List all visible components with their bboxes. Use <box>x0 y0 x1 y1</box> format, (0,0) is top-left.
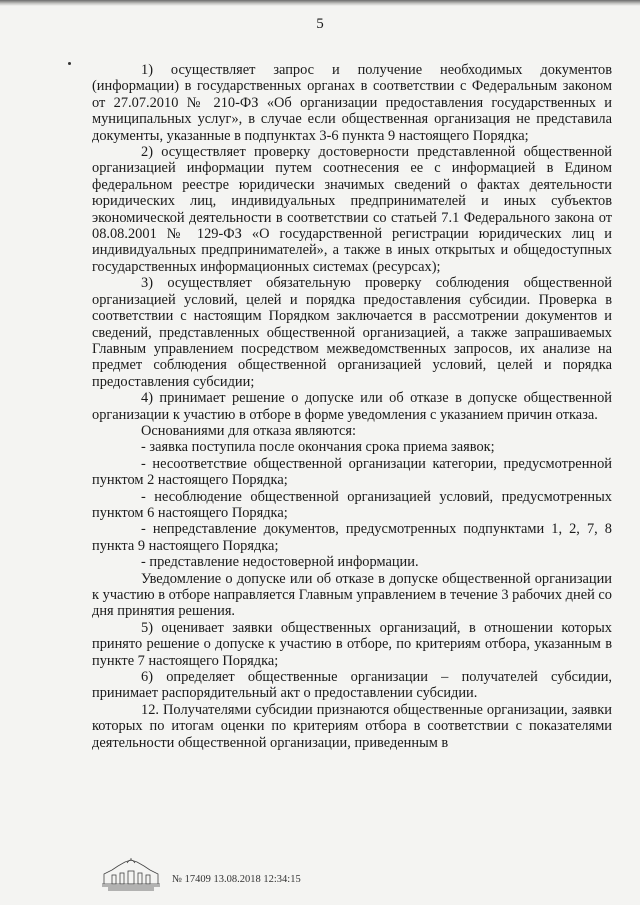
government-building-seal-icon <box>98 858 164 892</box>
paragraph-6: 6) определяет общественные организации – получателей субсидии, принимает распорядительный акт о предоставлении субсидии. <box>92 669 612 702</box>
paragraph-2: 2) осуществляет проверку достоверности представленной общественной организацией информации путем соотнесения ее с информацией в Едином федеральном реестре юридически значимых сведений о фактах деятельности юридических лиц, индивидуальных предпринимателей и иных субъектов экономической деятельности в соответствии со статьей 7.1 Федерального закона от 08.08.2001 № 129-ФЗ «О государственной регистрации юридических лиц и индивидуальных предпринимателей», а также в иных открытых и общедоступных государственных информационных системах (ресурсах); <box>92 144 612 275</box>
refusal-grounds-heading: Основаниями для отказа являются: <box>141 422 356 439</box>
paragraph-5: 5) оценивает заявки общественных организаций, в отношении которых принято решение о допуске к участию в отборе, по критериям отбора, указанным в пункте 7 настоящего Порядка; <box>92 619 612 669</box>
paragraph-4: 4) принимает решение о допуске или об отказе в допуске общественной организации к участию в отборе в форме уведомления с указанием причин отказа. <box>92 390 612 423</box>
refusal-ground-item: - непредставление документов, предусмотренных подпунктами 1, 2, 7, 8 пункта 9 настоящего Порядка; <box>92 521 612 554</box>
refusal-ground-item: - представление недостоверной информации. <box>141 554 419 571</box>
paragraph-3: 3) осуществляет обязательную проверку соблюдения общественной организацией условий, целей и порядка предоставления субсидии. Проверка в соответствии с настоящим Порядком заключается в рассмотрении документов и сведений, представленных общественной организацией, а также запрашиваемых Главным управлением посредством межведомственных запросов, их анализе на предмет соблюдения общественной организацией условий, целей и порядка предоставления субсидии; <box>92 275 612 390</box>
paragraph-1: 1) осуществляет запрос и получение необходимых документов (информации) в государственных органах в соответствии с Федеральным законом от 27.07.2010 № 210-ФЗ «Об организации предоставления государственных и муниципальных услуг», в случае если общественная организация не представила документы, указанные в подпунктах 3-6 пункта 9 настоящего Порядка; <box>92 62 612 144</box>
scan-artifact <box>68 62 71 65</box>
refusal-ground-item: - заявка поступила после окончания срока приема заявок; <box>141 439 495 456</box>
notification-paragraph: Уведомление о допуске или об отказе в допуске общественной организации к участию в отборе направляется Главным управлением в течение 3 рабочих дней со дня принятия решения. <box>92 570 612 620</box>
document-body <box>92 62 612 751</box>
document-footer <box>98 858 438 894</box>
registration-stamp: № 17409 13.08.2018 12:34:15 <box>172 874 301 885</box>
paragraph-12: 12. Получателями субсидии признаются общественные организации, заявки которых по итогам оценки по критериям отбора в соответствии с показателями деятельности общественной организации, приведенным в <box>92 701 612 751</box>
scan-top-edge <box>0 0 640 6</box>
refusal-ground-item: - несоблюдение общественной организацией условий, предусмотренных пунктом 6 настоящего Порядка; <box>92 488 612 521</box>
page-number: 5 <box>316 16 324 32</box>
refusal-ground-item: - несоответствие общественной организации категории, предусмотренной пунктом 2 настоящего Порядка; <box>92 455 612 489</box>
